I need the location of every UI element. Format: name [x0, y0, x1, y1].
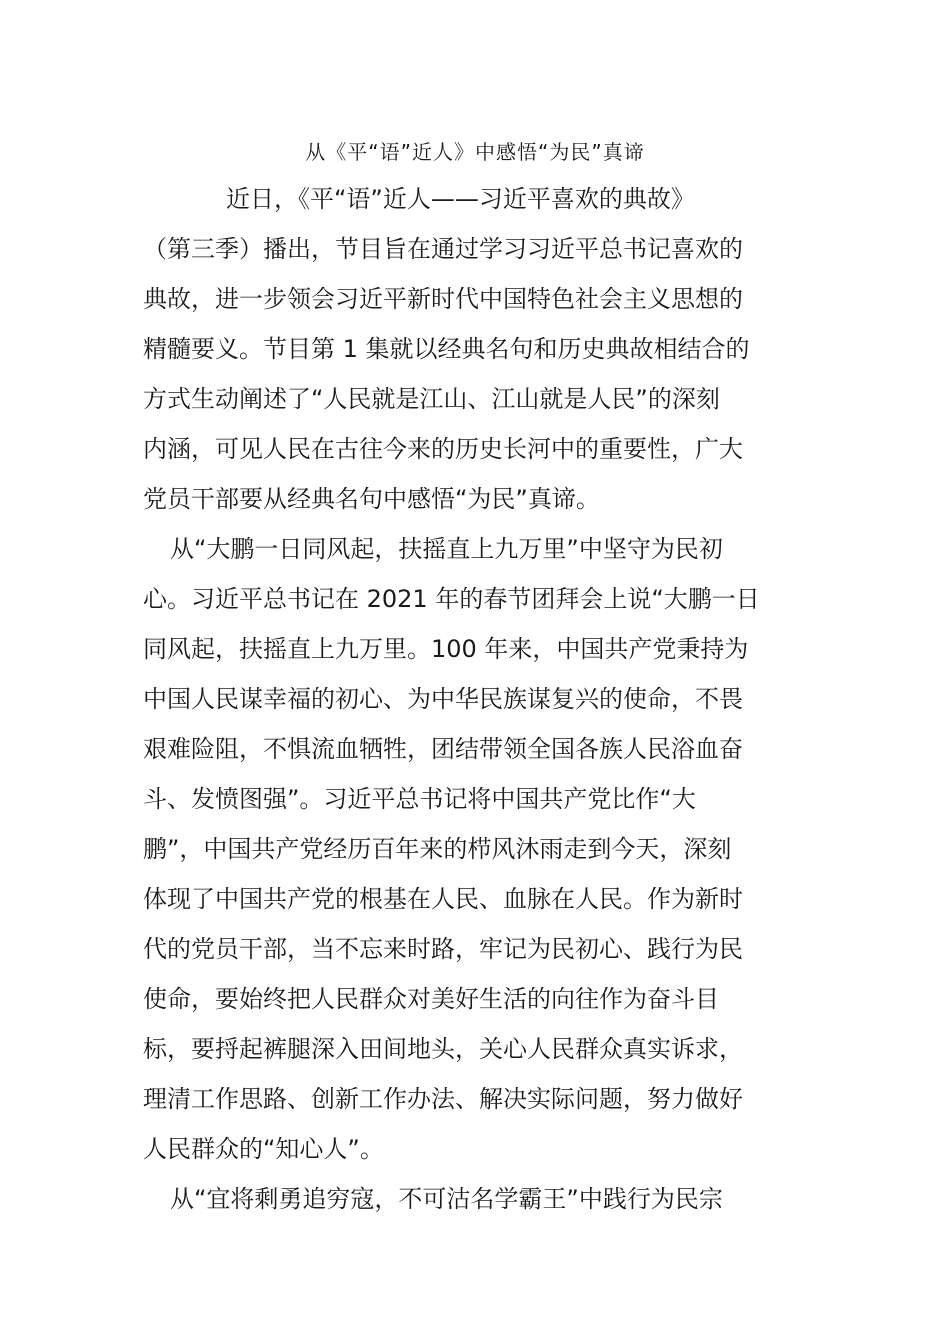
paragraph-line: 代的党员干部，当不忘来时路，牢记为民初心、践行为民: [143, 935, 743, 963]
paragraph-line: 精髓要义。节目第 1 集就以经典名句和历史典故相结合的: [143, 335, 750, 363]
paragraph-line: 党员干部要从经典名句中感悟“为民”真谛。: [143, 485, 600, 513]
paragraph-line: （第三季）播出，节目旨在通过学习习近平总书记喜欢的: [143, 235, 743, 263]
paragraph-line: 从“宜将剩勇追穷寇，不可沽名学霸王”中践行为民宗: [170, 1185, 723, 1213]
paragraph-line: 典故，进一步领会习近平新时代中国特色社会主义思想的: [143, 285, 743, 313]
paragraph-line: 近日，《平“语”近人——习近平喜欢的典故》: [226, 185, 695, 213]
paragraph-line: 同风起，扶摇直上九万里。100 年来，中国共产党秉持为: [143, 635, 749, 663]
paragraph-line: 人民群众的“知心人”。: [143, 1135, 384, 1163]
paragraph-line: 艰难险阻，不惧流血牺牲，团结带领全国各族人民浴血奋: [143, 735, 743, 763]
paragraph-line: 理清工作思路、创新工作办法、解决实际问题，努力做好: [143, 1085, 743, 1113]
paragraph-line: 从“大鹏一日同风起，扶摇直上九万里”中坚守为民初: [170, 535, 723, 563]
paragraph-line: 内涵，可见人民在古往今来的历史长河中的重要性，广大: [143, 435, 743, 463]
paragraph-line: 使命，要始终把人民群众对美好生活的向往作为奋斗目: [143, 985, 719, 1013]
paragraph-line: 体现了中国共产党的根基在人民、血脉在人民。作为新时: [143, 885, 743, 913]
paragraph-line: 方式生动阐述了“人民就是江山、江山就是人民”的深刻: [143, 385, 720, 413]
paragraph-line: 中国人民谋幸福的初心、为中华民族谋复兴的使命，不畏: [143, 685, 743, 713]
paragraph-line: 鹏”，中国共产党经历百年来的栉风沐雨走到今天，深刻: [143, 835, 732, 863]
paragraph-line: 心。习近平总书记在 2021 年的春节团拜会上说“大鹏一日: [143, 585, 760, 613]
paragraph-line: 标，要捋起裤腿深入田间地头，关心人民群众真实诉求，: [143, 1035, 743, 1063]
paragraph-line: 斗、发愤图强”。习近平总书记将中国共产党比作“大: [143, 785, 696, 813]
document-title: 从《平“语”近人》中感悟“为民”真谛: [305, 140, 645, 164]
